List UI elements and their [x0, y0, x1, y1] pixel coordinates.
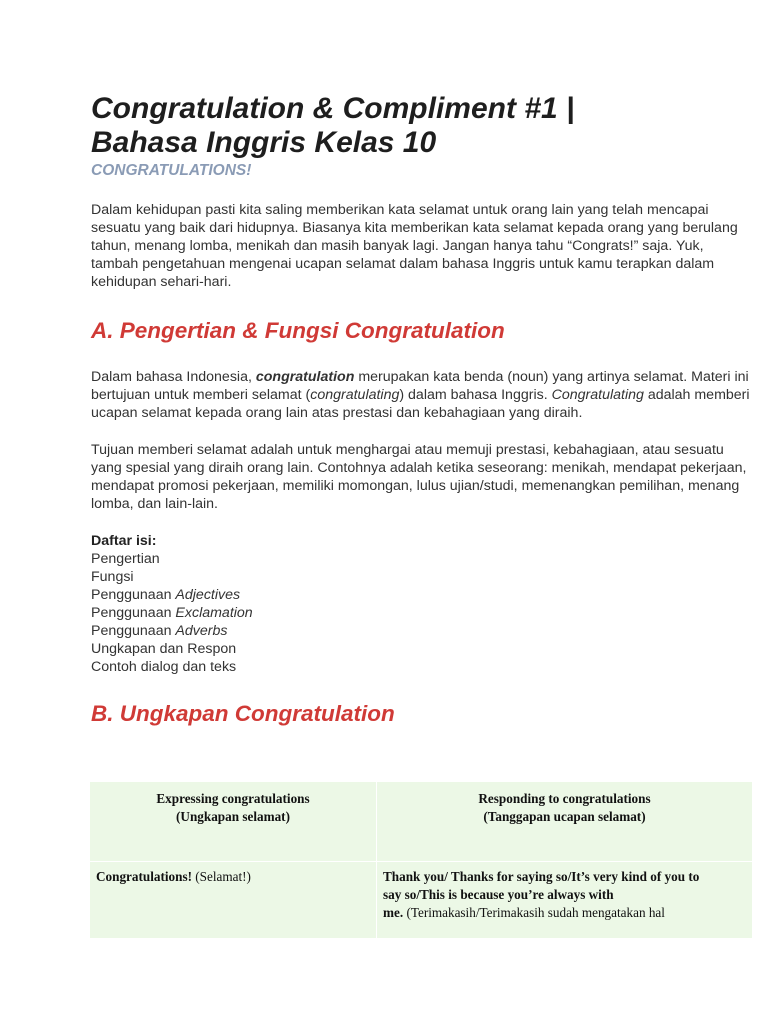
- toc-item: Penggunaan Exclamation: [91, 605, 253, 621]
- text-segment: adalah memberi ucapan selamat kepada orang lain atas prestasi dan kebahagiaan yang diraih.: [91, 387, 750, 421]
- cell-text: (Selamat!): [191, 869, 251, 884]
- subtitle: CONGRATULATIONS!: [91, 162, 252, 179]
- cell-text: say so/This is because you’re always with: [383, 887, 614, 902]
- section-a-heading: A. Pengertian & Fungsi Congratulation: [91, 318, 505, 343]
- header-text: Responding to congratulations: [478, 791, 651, 806]
- text-segment: merupakan kata benda (noun) yang artinya selamat. Materi ini bertujuan untuk memberi selamat (: [91, 369, 749, 403]
- term-congratulating: congratulating: [310, 387, 400, 403]
- table-row: [90, 862, 753, 939]
- toc-item: Fungsi: [91, 569, 134, 585]
- cell-text: (Terimakasih/Terimakasih sudah mengatakan hal: [403, 905, 665, 920]
- section-a-paragraph-1: [91, 368, 753, 422]
- toc-item: Contoh dialog dan teks: [91, 659, 237, 675]
- cell-text: me.: [383, 905, 404, 920]
- cell-text: Thank you/ Thanks for saying so/It’s very kind of you to: [383, 869, 700, 884]
- toc-item: Pengertian: [91, 551, 160, 567]
- header-text: (Tanggapan ucapan selamat): [483, 809, 646, 824]
- congratulation-table: [89, 781, 753, 939]
- header-text: Expressing congratulations: [156, 791, 310, 806]
- page-title: [91, 92, 753, 160]
- cell-text: Congratulations!: [96, 869, 192, 884]
- intro-paragraph: Dalam kehidupan pasti kita saling memberikan kata selamat untuk orang lain yang telah mencapai sesuatu yang baik dari hidupnya. Biasanya kita memberikan kata selamat kepada orang yang berulang tahun, menang lomba, menikah dan masih banyak lagi. Jangan hanya tahu “Congrats!” saja. Yuk, tambah pengetahuan mengenai ucapan selamat dalam bahasa Inggris untuk kamu terapkan dalam kehidupan sehari-hari.: [91, 202, 738, 290]
- term-congratulation: congratulation: [255, 369, 355, 385]
- toc-item: Ungkapan dan Respon: [91, 641, 237, 657]
- section-a-paragraph-2: Tujuan memberi selamat adalah untuk menghargai atau memuji prestasi, kebahagiaan, atau sesuatu yang spesial yang diraih orang lain. Contohnya adalah ketika seseorang: menikah, mendapat pekerjaan, mendapat promosi pekerjaan, memiliki momongan, lulus ujian/studi, memenangkan pemilihan, menang lomba, dan lain-lain.: [91, 442, 747, 512]
- table-header-row: [90, 782, 753, 862]
- term-congratulating: Congratulating: [551, 387, 644, 403]
- toc-heading: Daftar isi:: [91, 533, 157, 549]
- toc-item: Penggunaan Adverbs: [91, 623, 228, 639]
- toc-item: Penggunaan Adjectives: [91, 587, 241, 603]
- title-line-1: Congratulation & Compliment #1 |: [91, 92, 575, 125]
- section-b-heading: B. Ungkapan Congratulation: [91, 701, 395, 726]
- header-text: (Ungkapan selamat): [176, 809, 290, 824]
- table-cell: [90, 862, 377, 939]
- text-segment: Dalam bahasa Indonesia,: [91, 369, 256, 385]
- table-cell: [377, 862, 753, 939]
- toc-list: [91, 550, 753, 676]
- table-header-cell: [377, 782, 753, 862]
- title-line-2: Bahasa Inggris Kelas 10: [91, 126, 437, 159]
- table-header-cell: [90, 782, 377, 862]
- text-segment: ) dalam bahasa Inggris.: [399, 387, 552, 403]
- document: [91, 92, 753, 727]
